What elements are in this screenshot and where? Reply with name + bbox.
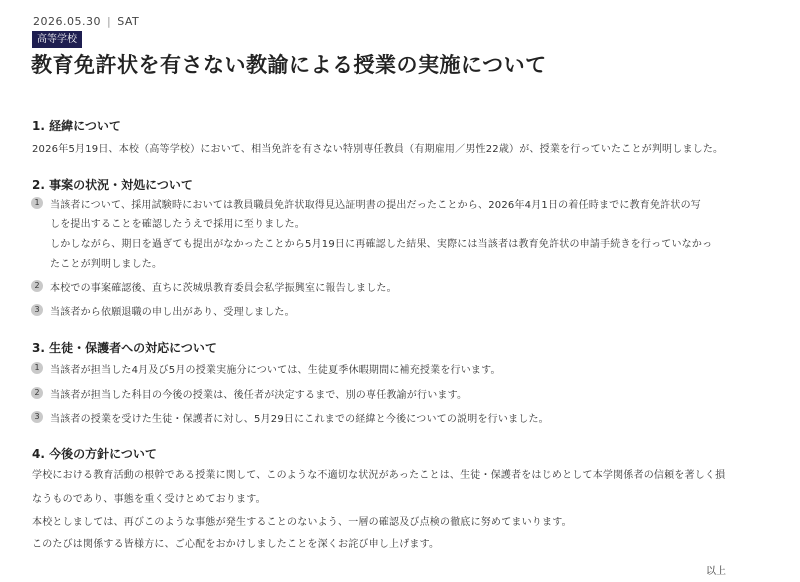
section-heading: 4. 今後の方針について <box>32 447 157 461</box>
section-paragraph: なうものであり、事態を重く受けとめております。 <box>32 494 266 505</box>
item-number-badge: 2 <box>31 280 43 292</box>
item-text-line: しを提出することを確認したうえで採用に至りました。 <box>50 219 305 230</box>
category-badge[interactable]: 高等学校 <box>32 31 82 48</box>
item-number-badge: 1 <box>31 197 43 209</box>
section-heading: 1. 経緯について <box>32 119 121 133</box>
item-text-line: 当該者が担当した科目の今後の授業は、後任者が決定するまで、別の専任教諭が行います。 <box>50 390 468 401</box>
item-text-line: たことが判明しました。 <box>50 259 163 270</box>
article-weekday: SAT <box>117 15 140 28</box>
section-paragraph: 2026年5月19日、本校（高等学校）において、相当免許を有さない特別専任教員（有期雇用／男性22歳）が、授業を行っていたことが判明しました。 <box>32 144 724 155</box>
section-paragraph: 学校における教育活動の根幹である授業に関して、このような不適切な状況があったことは、生徒・保護者をはじめとして本学関係者の信頼を著しく損 <box>32 470 726 481</box>
section-heading: 2. 事案の状況・対処について <box>32 178 193 192</box>
section-paragraph: このたびは関係する皆様方に、ご心配をおかけしましたことを深くお詫び申し上げます。 <box>32 539 440 550</box>
article-date: 2026.05.30 <box>33 15 101 28</box>
section-paragraph: 本校としましては、再びこのような事態が発生することのないよう、一層の確認及び点検の徹底に努めてまいります。 <box>32 517 572 528</box>
closing-mark: 以上 <box>706 566 726 577</box>
item-number-badge: 2 <box>31 387 43 399</box>
item-text-line: しかしながら、期日を過ぎても提出がなかったことから5月19日に再確認した結果、実際には当該者は教育免許状の申請手続きを行っていなかっ <box>50 239 713 250</box>
item-text-line: 当該者から依願退職の申し出があり、受理しました。 <box>50 307 295 318</box>
item-number-badge: 1 <box>31 362 43 374</box>
item-number-badge: 3 <box>31 411 43 423</box>
page-title: 教育免許状を有さない教諭による授業の実施について <box>31 53 547 77</box>
item-text-line: 当該者の授業を受けた生徒・保護者に対し、5月29日にこれまでの経緯と今後についての説明を行いました。 <box>50 414 549 425</box>
article-meta <box>33 15 139 28</box>
item-text-line: 本校での事案確認後、直ちに茨城県教育委員会私学振興室に報告しました。 <box>50 283 397 294</box>
section-heading: 3. 生徒・保護者への対応について <box>32 341 217 355</box>
item-text-line: 当該者が担当した4月及び5月の授業実施分については、生徒夏季休暇期間に補充授業を行います。 <box>50 365 501 376</box>
meta-separator: | <box>106 15 112 28</box>
item-text-line: 当該者について、採用試験時においては教員職員免許状取得見込証明書の提出だったことから、2026年4月1日の着任時までに教育免許状の写 <box>50 200 701 211</box>
item-number-badge: 3 <box>31 304 43 316</box>
